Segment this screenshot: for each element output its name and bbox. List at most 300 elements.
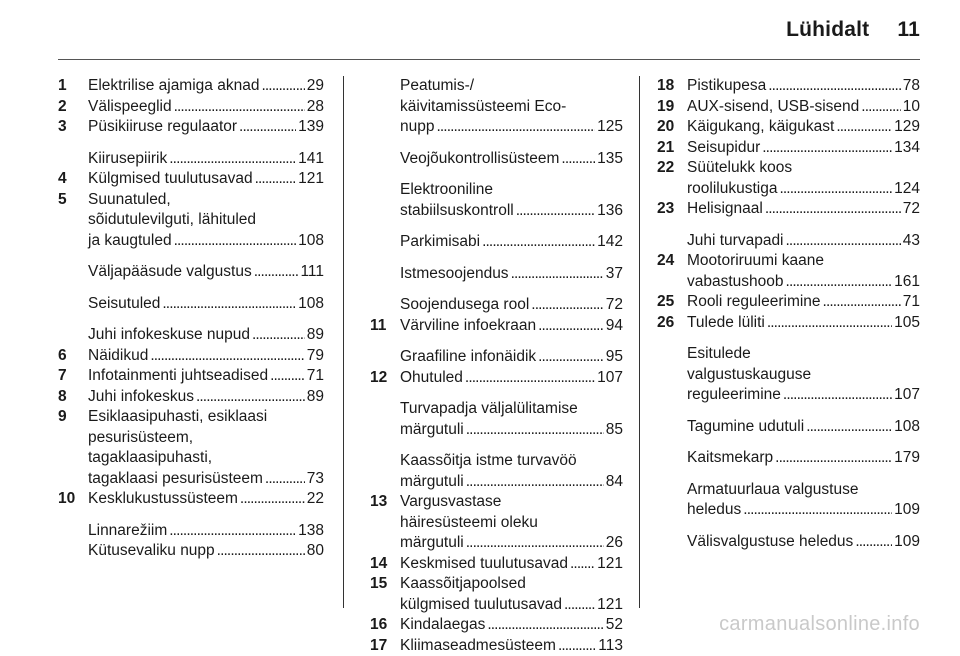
leader-dots [768, 76, 900, 97]
page-reference: 94 [606, 316, 623, 337]
item-number: 23 [657, 199, 687, 220]
entry-line: Infotainmenti juhtseadised [88, 366, 268, 387]
item-number [58, 541, 88, 562]
leader-dots [564, 595, 595, 616]
index-entry [370, 636, 623, 656]
entry-line: Välisvalgustuse heledus [687, 532, 853, 553]
entry-text [88, 97, 324, 118]
leader-dots [786, 231, 901, 252]
index-entry [657, 313, 920, 334]
index-entry [657, 76, 920, 97]
entry-text [88, 366, 324, 387]
item-number [58, 294, 88, 315]
index-entry [657, 292, 920, 313]
entry-line: Värviline infoekraan [400, 316, 536, 337]
index-entry [657, 480, 920, 521]
entry-line: käivitamissüsteemi Eco- [400, 97, 623, 118]
entry-line: Käigukang, käigukast [687, 117, 834, 138]
index-column-2 [370, 76, 623, 656]
entry-line: Armatuurlaua valgustuse [687, 480, 920, 501]
entry-line: Keskmised tuulutusavad [400, 554, 568, 575]
entry-line: Peatumis-/ [400, 76, 623, 97]
item-number: 25 [657, 292, 687, 313]
index-entry [370, 347, 623, 368]
entry-line: valgustuskauguse [687, 365, 920, 386]
index-entry [58, 117, 324, 138]
entry-text [88, 190, 324, 252]
index-entry [58, 366, 324, 387]
entry-text [400, 399, 623, 440]
page-title: Lühidalt [786, 18, 869, 41]
page-reference: 37 [606, 264, 623, 285]
item-number: 12 [370, 368, 400, 389]
index-entry [58, 541, 324, 562]
index-entry [58, 294, 324, 315]
item-number [58, 149, 88, 170]
leader-dots [786, 272, 893, 293]
item-number [370, 451, 400, 492]
page-reference: 136 [597, 201, 623, 222]
page-reference: 138 [298, 521, 324, 542]
entry-text [88, 117, 324, 138]
item-number [58, 262, 88, 283]
item-number: 4 [58, 169, 88, 190]
entry-line: häiresüsteemi oleku [400, 513, 623, 534]
leader-dots [169, 521, 296, 542]
leader-dots [482, 232, 595, 253]
page-reference: 29 [307, 76, 324, 97]
watermark: carmanualsonline.info [719, 613, 920, 636]
item-number: 21 [657, 138, 687, 159]
index-entry [58, 97, 324, 118]
page-reference: 121 [597, 595, 623, 616]
page-reference: 22 [307, 489, 324, 510]
index-entry [370, 399, 623, 440]
entry-line: Kindalaegas [400, 615, 485, 636]
index-entry [370, 149, 623, 170]
entry-text [88, 149, 324, 170]
index-entry [370, 368, 623, 389]
index-entry [58, 387, 324, 408]
page-reference: 129 [894, 117, 920, 138]
index-entry [370, 316, 623, 337]
leader-dots [765, 199, 901, 220]
leader-dots [240, 489, 305, 510]
leader-dots [465, 368, 595, 389]
item-number: 3 [58, 117, 88, 138]
item-number [657, 344, 687, 406]
page-reference: 80 [307, 541, 324, 562]
leader-dots [466, 420, 604, 441]
leader-dots [783, 385, 892, 406]
entry-line: Vargusvastase [400, 492, 623, 513]
entry-text [687, 344, 920, 406]
entry-line: Tulede lüliti [687, 313, 765, 334]
entry-text [400, 492, 623, 554]
index-entry [370, 492, 623, 554]
leader-dots [762, 138, 892, 159]
item-number: 9 [58, 407, 88, 489]
index-entry [657, 138, 920, 159]
page-reference: 108 [298, 231, 324, 252]
page-reference: 72 [606, 295, 623, 316]
entry-line: Juhi infokeskus [88, 387, 194, 408]
index-entry [58, 407, 324, 489]
page-header [786, 18, 920, 42]
entry-line: Väljapääsude valgustus [88, 262, 252, 283]
entry-line: Näidikud [88, 346, 148, 367]
entry-line: Kaitsmekarp [687, 448, 773, 469]
header-rule [58, 59, 920, 60]
entry-text [88, 407, 324, 489]
entry-text [88, 76, 324, 97]
item-number [657, 448, 687, 469]
entry-line: Kesklukustussüsteem [88, 489, 238, 510]
entry-line: Välispeeglid [88, 97, 172, 118]
entry-line: Püsikiiruse regulaator [88, 117, 237, 138]
entry-line: Ohutuled [400, 368, 463, 389]
leader-dots [466, 533, 604, 554]
item-number [58, 521, 88, 542]
item-number: 16 [370, 615, 400, 636]
entry-line: tagaklaasi pesurisüsteem [88, 469, 263, 490]
item-number [657, 532, 687, 553]
leader-dots [823, 292, 901, 313]
page-reference: 52 [606, 615, 623, 636]
entry-line: Juhi infokeskuse nupud [88, 325, 250, 346]
index-entry [657, 97, 920, 118]
page-reference: 109 [894, 500, 920, 521]
leader-dots [538, 316, 604, 337]
page-reference: 73 [307, 469, 324, 490]
index-entry [370, 76, 623, 138]
item-number [58, 325, 88, 346]
item-number [370, 149, 400, 170]
item-number: 2 [58, 97, 88, 118]
entry-text [687, 292, 920, 313]
entry-line: külgmised tuulutusavad [400, 595, 562, 616]
entry-text [687, 480, 920, 521]
entry-text [687, 417, 920, 438]
item-number [657, 231, 687, 252]
entry-text [687, 231, 920, 252]
page-reference: 71 [307, 366, 324, 387]
entry-line: roolilukustiga [687, 179, 777, 200]
index-entry [370, 554, 623, 575]
page-reference: 141 [298, 149, 324, 170]
leader-dots [270, 366, 305, 387]
entry-line: Elektrilise ajamiga aknad [88, 76, 259, 97]
item-number [370, 76, 400, 138]
entry-line: märgutuli [400, 420, 464, 441]
index-entry [58, 149, 324, 170]
entry-line: Kütusevaliku nupp [88, 541, 215, 562]
entry-line: Süütelukk koos [687, 158, 920, 179]
entry-text [687, 199, 920, 220]
item-number [370, 180, 400, 221]
page-reference: 142 [597, 232, 623, 253]
page-reference: 89 [307, 325, 324, 346]
entry-text [400, 264, 623, 285]
leader-dots [217, 541, 305, 562]
entry-line: sõidutulevilguti, lähituled [88, 210, 324, 231]
index-entry [370, 615, 623, 636]
item-number [370, 399, 400, 440]
item-number: 22 [657, 158, 687, 199]
index-entry [370, 451, 623, 492]
index-entry [370, 295, 623, 316]
entry-text [400, 615, 623, 636]
index-entry [657, 344, 920, 406]
entry-text [88, 294, 324, 315]
leader-dots [162, 294, 296, 315]
entry-text [88, 541, 324, 562]
entry-line: Turvapadja väljalülitamise [400, 399, 623, 420]
entry-line: pesurisüsteem, [88, 428, 324, 449]
page-reference: 121 [298, 169, 324, 190]
entry-text [400, 76, 623, 138]
page-reference: 105 [894, 313, 920, 334]
page-reference: 113 [598, 636, 623, 656]
index-entry [370, 264, 623, 285]
entry-line: märgutuli [400, 533, 464, 554]
entry-text [88, 346, 324, 367]
entry-line: vabastushoob [687, 272, 784, 293]
page-reference: 108 [298, 294, 324, 315]
column-divider-2 [639, 76, 640, 608]
index-entry [58, 76, 324, 97]
entry-line: Veojõukontrollisüsteem [400, 149, 559, 170]
item-number [370, 232, 400, 253]
index-entry [58, 521, 324, 542]
leader-dots [261, 76, 304, 97]
leader-dots [516, 201, 595, 222]
page-reference: 95 [606, 347, 623, 368]
entry-text [400, 295, 623, 316]
leader-dots [196, 387, 305, 408]
entry-line: Mootoriruumi kaane [687, 251, 920, 272]
index-entry [657, 417, 920, 438]
page-reference: 124 [894, 179, 920, 200]
entry-text [88, 387, 324, 408]
entry-text [687, 532, 920, 553]
leader-dots [779, 179, 892, 200]
entry-line: Soojendusega rool [400, 295, 529, 316]
entry-text [400, 554, 623, 575]
entry-line: Helisignaal [687, 199, 763, 220]
page-reference: 135 [597, 149, 623, 170]
leader-dots [487, 615, 603, 636]
page-reference: 108 [894, 417, 920, 438]
entry-line: Parkimisabi [400, 232, 480, 253]
item-number [657, 417, 687, 438]
item-number: 26 [657, 313, 687, 334]
page-reference: 121 [597, 554, 623, 575]
page-reference: 72 [903, 199, 920, 220]
leader-dots [169, 149, 296, 170]
index-entry [657, 199, 920, 220]
index-entry [370, 574, 623, 615]
item-number: 20 [657, 117, 687, 138]
entry-line: Istmesoojendus [400, 264, 509, 285]
item-number: 14 [370, 554, 400, 575]
item-number: 1 [58, 76, 88, 97]
page-reference: 89 [307, 387, 324, 408]
leader-dots [861, 97, 900, 118]
entry-line: Rooli reguleerimine [687, 292, 821, 313]
entry-line: nupp [400, 117, 434, 138]
leader-dots [855, 532, 892, 553]
entry-text [400, 149, 623, 170]
entry-line: Esiklaasipuhasti, esiklaasi [88, 407, 324, 428]
index-entry [370, 180, 623, 221]
index-entry [58, 325, 324, 346]
page-reference: 179 [894, 448, 920, 469]
index-entry [657, 158, 920, 199]
entry-line: Pistikupesa [687, 76, 766, 97]
index-entry [657, 532, 920, 553]
leader-dots [775, 448, 892, 469]
item-number: 6 [58, 346, 88, 367]
leader-dots [254, 262, 299, 283]
entry-line: reguleerimine [687, 385, 781, 406]
page-reference: 79 [307, 346, 324, 367]
page-reference: 71 [903, 292, 920, 313]
entry-line: heledus [687, 500, 741, 521]
leader-dots [466, 472, 604, 493]
entry-line: märgutuli [400, 472, 464, 493]
entry-line: AUX-sisend, USB-sisend [687, 97, 859, 118]
entry-text [88, 325, 324, 346]
column-divider-1 [343, 76, 344, 608]
item-number [370, 347, 400, 368]
entry-text [400, 232, 623, 253]
entry-text [687, 117, 920, 138]
item-number: 17 [370, 636, 400, 656]
entry-text [687, 251, 920, 292]
page-reference: 125 [597, 117, 623, 138]
entry-text [687, 76, 920, 97]
entry-line: Seisupidur [687, 138, 760, 159]
entry-text [687, 138, 920, 159]
entry-text [687, 158, 920, 199]
leader-dots [561, 149, 595, 170]
item-number: 18 [657, 76, 687, 97]
entry-text [88, 169, 324, 190]
leader-dots [767, 313, 892, 334]
index-entry [657, 448, 920, 469]
entry-line: tagaklaasipuhasti, [88, 448, 324, 469]
leader-dots [558, 636, 596, 656]
index-entry [58, 489, 324, 510]
page-reference: 107 [894, 385, 920, 406]
entry-text [400, 347, 623, 368]
index-entry [58, 346, 324, 367]
entry-line: Tagumine udutuli [687, 417, 804, 438]
entry-line: Elektrooniline [400, 180, 623, 201]
leader-dots [436, 117, 595, 138]
entry-line: Esitulede [687, 344, 920, 365]
entry-line: Kiirusepiirik [88, 149, 167, 170]
entry-text [88, 521, 324, 542]
leader-dots [150, 346, 304, 367]
item-number: 10 [58, 489, 88, 510]
page-reference: 78 [903, 76, 920, 97]
entry-text [400, 316, 623, 337]
item-number: 11 [370, 316, 400, 337]
leader-dots [538, 347, 604, 368]
entry-text [400, 636, 623, 656]
entry-line: Graafiline infonäidik [400, 347, 536, 368]
leader-dots [570, 554, 595, 575]
leader-dots [252, 325, 305, 346]
leader-dots [743, 500, 892, 521]
page-reference: 139 [298, 117, 324, 138]
page-reference: 43 [903, 231, 920, 252]
page-reference: 26 [606, 533, 623, 554]
entry-line: Külgmised tuulutusavad [88, 169, 253, 190]
page-reference: 161 [894, 272, 920, 293]
index-column-3 [657, 76, 920, 552]
page-reference: 107 [597, 368, 623, 389]
entry-line: Linnarežiim [88, 521, 167, 542]
leader-dots [511, 264, 604, 285]
item-number: 13 [370, 492, 400, 554]
index-entry [58, 190, 324, 252]
entry-line: Kliimaseadmesüsteem [400, 636, 556, 656]
entry-line: Kaassõitjapoolsed [400, 574, 623, 595]
entry-text [687, 448, 920, 469]
item-number: 7 [58, 366, 88, 387]
item-number [657, 480, 687, 521]
leader-dots [239, 117, 296, 138]
index-column-1 [58, 76, 324, 562]
entry-text [687, 313, 920, 334]
entry-text [400, 574, 623, 615]
leader-dots [806, 417, 892, 438]
page-reference: 111 [300, 262, 324, 283]
index-entry [370, 232, 623, 253]
entry-line: ja kaugtuled [88, 231, 172, 252]
item-number: 19 [657, 97, 687, 118]
item-number: 8 [58, 387, 88, 408]
leader-dots [174, 231, 297, 252]
entry-text [687, 97, 920, 118]
page-reference: 85 [606, 420, 623, 441]
page-number: 11 [897, 18, 920, 41]
entry-line: Suunatuled, [88, 190, 324, 211]
leader-dots [531, 295, 603, 316]
item-number [370, 295, 400, 316]
page-reference: 109 [894, 532, 920, 553]
leader-dots [255, 169, 297, 190]
entry-text [400, 451, 623, 492]
leader-dots [174, 97, 305, 118]
page-reference: 28 [307, 97, 324, 118]
entry-text [88, 489, 324, 510]
item-number: 24 [657, 251, 687, 292]
entry-line: Juhi turvapadi [687, 231, 784, 252]
leader-dots [265, 469, 305, 490]
item-number: 15 [370, 574, 400, 615]
page-reference: 134 [894, 138, 920, 159]
item-number: 5 [58, 190, 88, 252]
entry-text [400, 368, 623, 389]
entry-line: Seisutuled [88, 294, 160, 315]
index-entry [58, 169, 324, 190]
index-entry [657, 117, 920, 138]
entry-line: stabiilsuskontroll [400, 201, 514, 222]
